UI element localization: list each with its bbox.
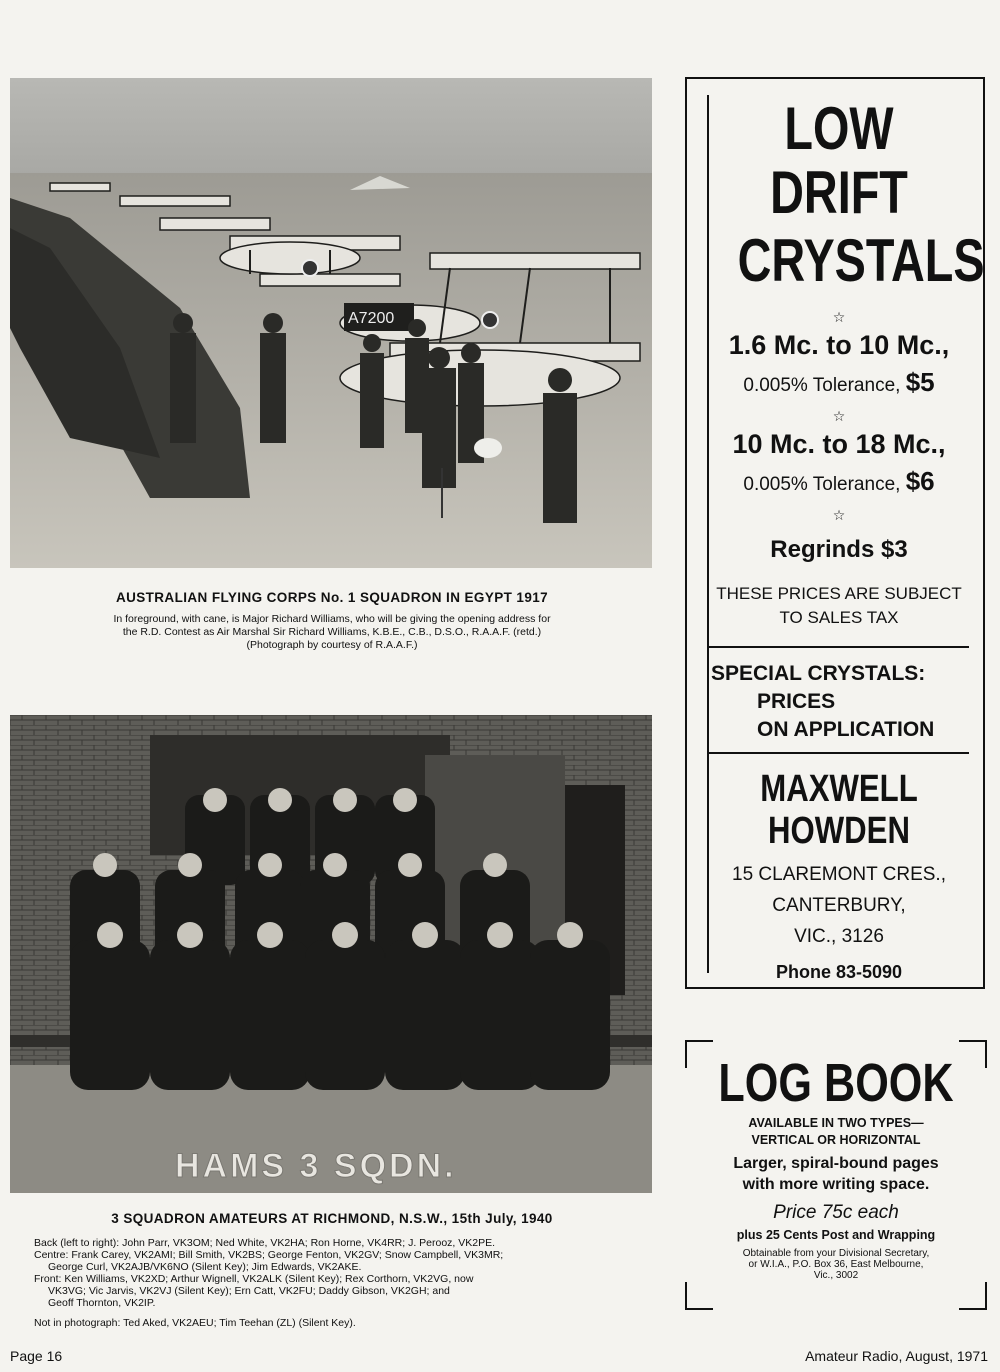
photo1-caption bbox=[22, 590, 642, 652]
ad-headline-1: LOW DRIFT bbox=[770, 95, 908, 226]
logbook-obtain-2: or W.I.A., P.O. Box 36, East Melbourne, bbox=[748, 1259, 924, 1270]
ad-logbook bbox=[685, 1040, 987, 1310]
tax-line-2: TO SALES TAX bbox=[779, 608, 899, 627]
address-3: VIC., 3126 bbox=[794, 926, 884, 947]
tolerance-1: 0.005% Tolerance, bbox=[743, 375, 901, 396]
photo-flying-corps bbox=[10, 78, 652, 568]
address-1: 15 CLAREMONT CRES., bbox=[732, 864, 946, 885]
ad-headline-2: CRYSTALS bbox=[737, 227, 985, 294]
tolerance-2: 0.005% Tolerance, bbox=[743, 474, 901, 495]
price-1: $5 bbox=[905, 367, 935, 397]
photo2-caption bbox=[22, 1211, 642, 1226]
star-icon: ☆ bbox=[832, 309, 846, 325]
regrinds: Regrinds $3 bbox=[770, 536, 908, 563]
page-number: Page 16 bbox=[10, 1348, 63, 1364]
logbook-types-1: AVAILABLE IN TWO TYPES— bbox=[748, 1116, 924, 1130]
aircraft-marking: A7200 bbox=[348, 310, 395, 327]
logbook-price: Price 75c each bbox=[773, 1202, 899, 1223]
logbook-types-2: VERTICAL OR HORIZONTAL bbox=[751, 1133, 921, 1147]
tolerance-line-2 bbox=[709, 466, 969, 497]
ad-divider bbox=[709, 646, 969, 648]
photo1-caption-line: In foreground, with cane, is Major Richard Williams, who will be giving the opening address for bbox=[113, 613, 551, 625]
credits-back: Back (left to right): John Parr, VK3OM; Ned White, VK2HA; Ron Horne, VK4RR; J. Perooz, VK2PE. bbox=[34, 1237, 496, 1249]
phone: Phone 83-5090 bbox=[775, 962, 903, 982]
credits-not-pictured: Not in photograph: Ted Aked, VK2AEU; Tim Teehan (ZL) (Silent Key). bbox=[34, 1317, 356, 1329]
special-2: PRICES bbox=[757, 690, 836, 713]
star-icon: ☆ bbox=[832, 408, 846, 424]
photo1-caption-line: the R.D. Contest as Air Marshal Sir Richard Williams, K.B.E., C.B., D.S.O., R.A.A.F. (retd.) bbox=[122, 626, 542, 638]
photo1-caption-line: (Photograph by courtesy of R.A.A.F.) bbox=[246, 639, 418, 651]
photo2-credits bbox=[34, 1237, 644, 1329]
credits-centre: Centre: Frank Carey, VK2AMI; Bill Smith, VK2BS; George Fenton, VK2GV; Snow Campbell, VK3MR; bbox=[34, 1249, 504, 1261]
photo-3-squadron-image bbox=[10, 715, 652, 1193]
photo-flying-corps-image bbox=[10, 78, 652, 568]
star-icon: ☆ bbox=[832, 507, 846, 523]
address-2: CANTERBURY, bbox=[772, 895, 906, 916]
tolerance-line-1 bbox=[709, 367, 969, 398]
corner-bracket bbox=[685, 1282, 713, 1310]
corner-bracket bbox=[959, 1040, 987, 1068]
tax-line-1: THESE PRICES ARE SUBJECT bbox=[716, 584, 962, 603]
photo2-overlay-text: HAMS 3 SQDN. bbox=[175, 1147, 457, 1185]
special-3: ON APPLICATION bbox=[757, 718, 935, 741]
photo-3-squadron bbox=[10, 715, 652, 1193]
logbook-obtain-3: Vic., 3002 bbox=[813, 1270, 859, 1281]
photo1-caption-body bbox=[22, 613, 642, 652]
corner-bracket bbox=[685, 1040, 713, 1068]
special-1: SPECIAL CRYSTALS: bbox=[711, 662, 926, 685]
range-1: 1.6 Mc. to 10 Mc., bbox=[728, 330, 950, 360]
logbook-obtain-1: Obtainable from your Divisional Secretary, bbox=[742, 1248, 930, 1259]
photo1-caption-title: AUSTRALIAN FLYING CORPS No. 1 SQUADRON IN EGYPT 1917 bbox=[115, 590, 549, 605]
logbook-pages-1: Larger, spiral-bound pages bbox=[733, 1155, 939, 1172]
price-2: $6 bbox=[905, 466, 935, 496]
credits-front: Front: Ken Williams, VK2XD; Arthur Wignell, VK2ALK (Silent Key); Rex Corthorn, VK2VG, now bbox=[34, 1273, 474, 1285]
credits-front-cont: Geoff Thornton, VK2IP. bbox=[48, 1297, 156, 1309]
corner-bracket bbox=[959, 1282, 987, 1310]
photo2-caption-title: 3 SQUADRON AMATEURS AT RICHMOND, N.S.W., 15th July, 1940 bbox=[111, 1211, 553, 1226]
ad-crystals bbox=[685, 77, 985, 989]
credits-front-cont: VK3VG; Vic Jarvis, VK2VJ (Silent Key); Ern Catt, VK2FU; Daddy Gibson, VK2GH; and bbox=[48, 1285, 450, 1297]
logbook-postage: plus 25 Cents Post and Wrapping bbox=[736, 1228, 936, 1242]
ad-divider bbox=[709, 752, 969, 754]
credits-centre-cont: George Curl, VK2AJB/VK6NO (Silent Key); Jim Edwards, VK2AKE. bbox=[48, 1261, 362, 1273]
company-name: MAXWELL HOWDEN bbox=[760, 768, 918, 852]
ad-crystals-inner bbox=[707, 95, 985, 982]
logbook-title: LOG BOOK bbox=[718, 1053, 954, 1113]
logbook-pages-2: with more writing space. bbox=[742, 1176, 930, 1193]
range-2: 10 Mc. to 18 Mc., bbox=[732, 429, 946, 459]
publication-line: Amateur Radio, August, 1971 bbox=[805, 1348, 988, 1364]
